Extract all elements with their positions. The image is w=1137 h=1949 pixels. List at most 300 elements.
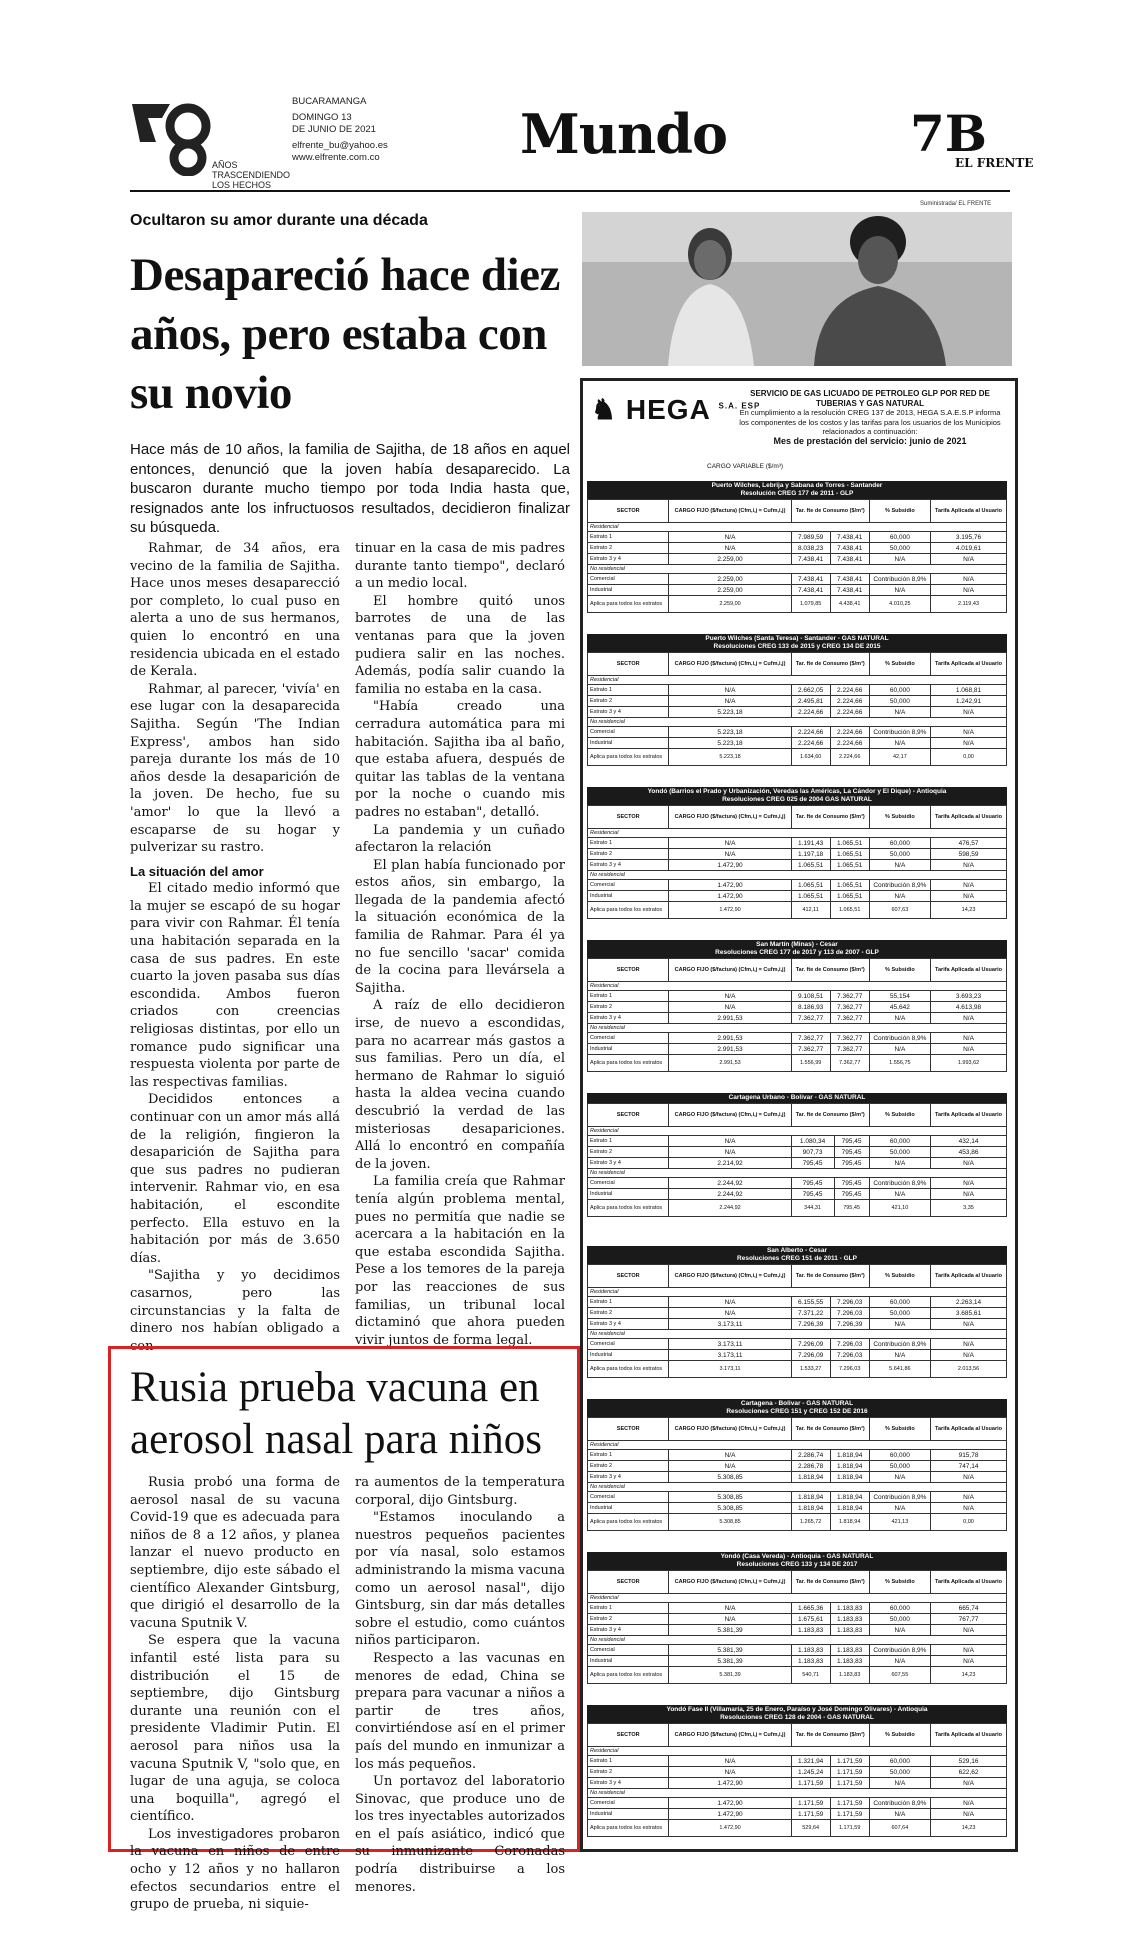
col-consumo: Tar. fte de Consumo ($/m³) xyxy=(791,1265,869,1288)
col-consumo: Tar. fte de Consumo ($/m³) xyxy=(791,653,869,676)
row-label: Aplica para todos los estratos xyxy=(588,749,669,766)
tariff-cell: N/A xyxy=(931,738,1007,749)
tariff-cell: 1.079,85 xyxy=(791,596,830,613)
tariff-cell: 1.080,34 xyxy=(791,1136,834,1147)
tariff-cell: 3.195,76 xyxy=(931,532,1007,543)
row-group-label: No residencial xyxy=(588,565,1007,574)
tariff-cell: 421,10 xyxy=(869,1200,930,1217)
row-group-label: No residencial xyxy=(588,1789,1007,1798)
tariff-cell: 540,71 xyxy=(791,1667,830,1684)
tariff-cell: 0,00 xyxy=(931,1514,1007,1531)
tariff-cell: N/A xyxy=(669,838,791,849)
tariff-cell: N/A xyxy=(669,991,791,1002)
table-row xyxy=(588,707,1007,718)
tariff-cell: N/A xyxy=(931,1033,1007,1044)
table-row xyxy=(588,1809,1007,1820)
header-email[interactable]: elfrente_bu@yahoo.es xyxy=(292,140,388,151)
table-row xyxy=(588,1136,1007,1147)
tariff-table xyxy=(587,1103,1007,1217)
tariff-cell: 7.362,77 xyxy=(830,1033,869,1044)
header-web[interactable]: www.elfrente.com.co xyxy=(292,152,380,163)
tariff-cell: 60,000 xyxy=(869,1297,930,1308)
tariff-cell: 3.173,11 xyxy=(669,1361,791,1378)
col-subsidio: % Subsidio xyxy=(869,500,930,523)
col-tarifa: Tarifa Aplicada al Usuario xyxy=(931,1724,1007,1747)
table-row xyxy=(588,696,1007,707)
col-tarifa: Tarifa Aplicada al Usuario xyxy=(931,1104,1007,1127)
header-info xyxy=(292,96,388,164)
story1-photo[interactable] xyxy=(582,212,1012,366)
row-label: Estrato 3 y 4 xyxy=(588,1625,669,1636)
tariff-cell: Contribución 8,9% xyxy=(869,880,930,891)
paragraph: "Estamos inoculando a nuestros pequeños pacientes por vía nasal, solo estamos administrando la misma vacuna como un aerosol nasal", dijo Gintsburg, sin dar más detalles sobre el estudio, como cuántos niños participaron. xyxy=(355,1510,565,1649)
tariff-cell: 42,17 xyxy=(869,749,930,766)
tariff-cell: N/A xyxy=(869,891,930,902)
tariff-cell: 1.472,90 xyxy=(669,902,791,919)
row-label: Estrato 3 y 4 xyxy=(588,860,669,871)
tariff-cell: 421,13 xyxy=(869,1514,930,1531)
paragraph: El citado medio informó que la mujer se escapó de su hogar para vivir con Rahmar. Él tenía una habitación separada en la casa de sus padres. En este cuarto la joven pasaba sus días escondida. Ambos fueron criados con creencias religiosas distintas, por ello un romance pudo significar una respuesta violenta por parte de las respectivas familias. xyxy=(130,881,340,1090)
col-cargo: CARGO FIJO ($/factura) (Cfm,i,j = Cufm,i,j) xyxy=(669,500,791,523)
tariff-cell: 1.065,51 xyxy=(830,838,869,849)
tariff-cell: N/A xyxy=(869,1350,930,1361)
tariff-cell: 7.371,22 xyxy=(791,1308,830,1319)
tariff-cell: 5.381,39 xyxy=(669,1625,791,1636)
tariff-cell: 1.183,83 xyxy=(830,1614,869,1625)
tariff-cell: 1.197,18 xyxy=(791,849,830,860)
paper-name: EL FRENTE xyxy=(955,156,1034,170)
ad-body: En cumplimiento a la resolución CREG 137 de 2013, HEGA S.A.E.S.P informa los componentes de los costos y las tarifas para los usuarios de los Municipios relacionados a continuación: xyxy=(739,408,1001,436)
block-resolution: Resoluciones CREG 025 de 2004 GAS NATURAL xyxy=(722,796,872,803)
tariff-cell: 14,23 xyxy=(931,1667,1007,1684)
tariff-cell: N/A xyxy=(869,1319,930,1330)
table-row xyxy=(588,585,1007,596)
paragraph: Respecto a las vacunas en menores de edad, China se prepara para vacunar a niños a partir de tres años, convirtiéndose así en el primer país del mundo en inmunizar a los más pequeños. xyxy=(355,1650,565,1772)
row-label: Aplica para todos los estratos xyxy=(588,596,669,613)
row-label: Estrato 2 xyxy=(588,543,669,554)
tariff-cell: 1.472,90 xyxy=(669,1820,791,1837)
tariff-cell: 1.183,83 xyxy=(830,1625,869,1636)
table-row xyxy=(588,685,1007,696)
col-sector: SECTOR xyxy=(588,653,669,676)
tariff-cell: 50,000 xyxy=(869,1614,930,1625)
tariff-cell: 1.818,94 xyxy=(791,1492,830,1503)
col-cargo: CARGO FIJO ($/factura) (Cfm,i,j = Cufm,i,j) xyxy=(669,1724,791,1747)
ad-title-block xyxy=(735,389,1005,446)
row-group-label: No residencial xyxy=(588,1169,1007,1178)
table-row xyxy=(588,860,1007,871)
tariff-cell: 7.438,41 xyxy=(791,585,830,596)
table-row xyxy=(588,1013,1007,1024)
tariff-cell: 607,55 xyxy=(869,1667,930,1684)
tariff-cell: 60,000 xyxy=(869,685,930,696)
table-row xyxy=(588,1002,1007,1013)
table-row xyxy=(588,1667,1007,1684)
row-label: Estrato 2 xyxy=(588,1461,669,1472)
tariff-cell: N/A xyxy=(869,1013,930,1024)
tariff-cell: 2.224,66 xyxy=(791,727,830,738)
tariff-block xyxy=(587,1705,1007,1837)
tariff-cell: 5.308,85 xyxy=(669,1492,791,1503)
tariff-cell: N/A xyxy=(669,1461,791,1472)
table-row xyxy=(588,1645,1007,1656)
story1-column-2 xyxy=(355,540,565,1349)
tariff-cell: 1.171,59 xyxy=(830,1756,869,1767)
block-title xyxy=(587,1399,1007,1417)
logo-18-icon xyxy=(130,98,218,176)
block-title xyxy=(587,1246,1007,1264)
tariff-cell: Contribución 8,9% xyxy=(869,1645,930,1656)
tariff-cell: N/A xyxy=(869,1044,930,1055)
tariff-cell: 7.296,39 xyxy=(830,1319,869,1330)
row-group-label: Residencial xyxy=(588,829,1007,838)
hega-tariff-ad xyxy=(580,378,1018,1852)
horse-icon: ♞ xyxy=(591,394,618,425)
block-title xyxy=(587,1705,1007,1723)
tariff-cell: 1.065,51 xyxy=(830,860,869,871)
tariff-cell: 2.259,00 xyxy=(669,574,791,585)
header-date-2: DE JUNIO DE 2021 xyxy=(292,124,376,135)
tariff-cell: 1.634,60 xyxy=(791,749,830,766)
tariff-cell: N/A xyxy=(669,696,791,707)
row-label: Estrato 1 xyxy=(588,1297,669,1308)
col-tarifa: Tarifa Aplicada al Usuario xyxy=(931,1265,1007,1288)
tariff-cell: 50,000 xyxy=(869,1147,930,1158)
col-sector: SECTOR xyxy=(588,1265,669,1288)
tariff-cell: 1.472,90 xyxy=(669,891,791,902)
ad-formula-label: CARGO VARIABLE ($/m³) xyxy=(707,463,784,470)
table-row xyxy=(588,1767,1007,1778)
paragraph: Rahmar, al parecer, 'vivía' en ese lugar con la desaparecida Sajitha. Según 'The Indian Express', ambos han sido pareja durante los más de 10 años desde la desaparición de la joven. De hecho, fue su 'amor' lo que la llevó a escaparse de su hogar y pulverizar su rastro. xyxy=(130,681,340,856)
tariff-cell: 2.224,66 xyxy=(830,707,869,718)
table-row xyxy=(588,596,1007,613)
block-title xyxy=(587,787,1007,805)
tariff-cell: 412,11 xyxy=(791,902,830,919)
tariff-cell: 7.438,41 xyxy=(830,554,869,565)
tariff-cell: 1.183,83 xyxy=(791,1625,830,1636)
tariff-cell: 5.381,39 xyxy=(669,1645,791,1656)
tariff-cell: 2.119,43 xyxy=(931,596,1007,613)
row-label: Industrial xyxy=(588,1656,669,1667)
tariff-cell: N/A xyxy=(869,1472,930,1483)
tariff-cell: 7.362,77 xyxy=(791,1033,830,1044)
tariff-cell: 2.263,14 xyxy=(931,1297,1007,1308)
section-title: Mundo xyxy=(520,102,728,166)
ad-month: Mes de prestación del servicio: junio de 2021 xyxy=(773,435,967,446)
tariff-block xyxy=(587,634,1007,766)
row-label: Estrato 3 y 4 xyxy=(588,707,669,718)
tariff-cell: 1.065,51 xyxy=(791,891,830,902)
paragraph: Rahmar, de 34 años, era vecino de la familia de Sajitha. Hace unos meses desaparecció por completo, lo cual puso en alerta a uno de sus hermanos, quien lo encontró en una residencia ubicada en el estado de Kerala. xyxy=(130,541,340,680)
table-row xyxy=(588,1656,1007,1667)
block-title-text: Yondó (Casa Vereda) - Antioquia - GAS NATURAL xyxy=(720,1553,874,1560)
tariff-cell: 7.296,03 xyxy=(830,1308,869,1319)
tariff-cell: 1.183,83 xyxy=(791,1656,830,1667)
col-consumo: Tar. fte de Consumo ($/m³) xyxy=(791,1104,869,1127)
tariff-cell: N/A xyxy=(931,1319,1007,1330)
tariff-cell: N/A xyxy=(931,1778,1007,1789)
block-title-text: Cartagena Urbano - Bolivar - GAS NATURAL xyxy=(728,1094,866,1101)
tariff-cell: 3.173,11 xyxy=(669,1339,791,1350)
tariff-block xyxy=(587,787,1007,919)
col-cargo: CARGO FIJO ($/factura) (Cfm,i,j = Cufm,i,j) xyxy=(669,1104,791,1127)
tariff-cell: 55,154 xyxy=(869,991,930,1002)
tariff-cell: 607,64 xyxy=(869,1820,930,1837)
tariff-cell: 5.223,18 xyxy=(669,738,791,749)
tariff-cell: 4.010,25 xyxy=(869,596,930,613)
row-label: Comercial xyxy=(588,1645,669,1656)
tariff-cell: 2.224,66 xyxy=(791,707,830,718)
logo-slogan-2: LOS HECHOS xyxy=(212,180,272,190)
tariff-table xyxy=(587,652,1007,766)
tariff-cell: N/A xyxy=(931,574,1007,585)
tariff-cell: 795,45 xyxy=(834,1147,869,1158)
col-consumo: Tar. fte de Consumo ($/m³) xyxy=(791,1724,869,1747)
tariff-cell: 1.556,75 xyxy=(869,1055,930,1072)
block-title xyxy=(587,940,1007,958)
tariff-cell: 60,000 xyxy=(869,1136,930,1147)
tariff-cell: 795,45 xyxy=(791,1178,834,1189)
tariff-cell: N/A xyxy=(931,1350,1007,1361)
tariff-cell: N/A xyxy=(869,585,930,596)
table-row xyxy=(588,1055,1007,1072)
row-group-label: Residencial xyxy=(588,523,1007,532)
tariff-cell: N/A xyxy=(869,1189,930,1200)
tariff-cell: N/A xyxy=(931,1503,1007,1514)
tariff-cell: N/A xyxy=(669,1136,791,1147)
tariff-cell: 2.224,66 xyxy=(830,727,869,738)
table-row xyxy=(588,554,1007,565)
block-resolution: Resoluciones CREG 133 y 134 DE 2017 xyxy=(736,1561,858,1568)
tariff-cell: N/A xyxy=(669,1767,791,1778)
tariff-cell: N/A xyxy=(931,1044,1007,1055)
tariff-cell: 60,000 xyxy=(869,838,930,849)
row-group-label: No residencial xyxy=(588,1483,1007,1492)
row-group-label: No residencial xyxy=(588,1330,1007,1339)
paragraph: Rusia probó una forma de aerosol nasal de su vacuna Covid-19 que es adecuada para niños de 8 a 12 años, y planea lanzar el nuevo producto en septiembre, dijo este sábado el científico Alexander Gintsburg, que dirigió el desarrollo de la vacuna Sputnik V. xyxy=(130,1475,340,1631)
tariff-cell: 1.818,94 xyxy=(830,1472,869,1483)
paragraph: El plan había funcionado por estos años, sin embargo, la llegada de la pandemia afectó la situación económica de la familia de Rahmar. Para él ya no fue sencillo 'sacar' comida de la cocina para llevársela a Sajitha. xyxy=(355,857,565,996)
row-group-label: Residencial xyxy=(588,982,1007,991)
table-row xyxy=(588,1603,1007,1614)
col-subsidio: % Subsidio xyxy=(869,1104,930,1127)
row-label: Comercial xyxy=(588,727,669,738)
row-label: Comercial xyxy=(588,1492,669,1503)
row-label: Industrial xyxy=(588,585,669,596)
table-row xyxy=(588,1361,1007,1378)
tariff-cell: 14,23 xyxy=(931,1820,1007,1837)
table-row xyxy=(588,727,1007,738)
tariff-table xyxy=(587,1417,1007,1531)
tariff-cell: 1.171,59 xyxy=(830,1767,869,1778)
tariff-cell: 529,64 xyxy=(791,1820,830,1837)
row-label: Aplica para todos los estratos xyxy=(588,1361,669,1378)
table-row xyxy=(588,849,1007,860)
tariff-cell: 7.362,77 xyxy=(830,1013,869,1024)
col-subsidio: % Subsidio xyxy=(869,1418,930,1441)
block-title xyxy=(587,481,1007,499)
tariff-cell: 1.818,94 xyxy=(791,1472,830,1483)
tariff-cell: 1.675,61 xyxy=(791,1614,830,1625)
tariff-cell: Contribución 8,9% xyxy=(869,727,930,738)
block-resolution: Resoluciones CREG 133 de 2015 y CREG 134 DE 2015 xyxy=(713,643,881,650)
tariff-cell: N/A xyxy=(931,1339,1007,1350)
col-sector: SECTOR xyxy=(588,1724,669,1747)
logo-caption xyxy=(212,160,290,190)
tariff-block xyxy=(587,1093,1007,1217)
tariff-block xyxy=(587,481,1007,613)
tariff-cell: 1.065,51 xyxy=(830,849,869,860)
tariff-cell: N/A xyxy=(931,1645,1007,1656)
row-label: Comercial xyxy=(588,1178,669,1189)
tariff-cell: 2.259,00 xyxy=(669,585,791,596)
tariff-cell: N/A xyxy=(869,707,930,718)
tariff-cell: 1.472,90 xyxy=(669,1778,791,1789)
tariff-cell: 2.259,00 xyxy=(669,554,791,565)
tariff-cell: 2.013,56 xyxy=(931,1361,1007,1378)
tariff-cell: 432,14 xyxy=(931,1136,1007,1147)
tariff-block xyxy=(587,940,1007,1072)
tariff-cell: 2.286,74 xyxy=(791,1450,830,1461)
row-label: Comercial xyxy=(588,574,669,585)
tariff-cell: 1.993,62 xyxy=(931,1055,1007,1072)
col-subsidio: % Subsidio xyxy=(869,1724,930,1747)
header-date-1: DOMINGO 13 xyxy=(292,112,352,123)
tariff-table xyxy=(587,1570,1007,1684)
tariff-cell: 915,78 xyxy=(931,1450,1007,1461)
block-title-text: San Alberto - Cesar xyxy=(766,1247,828,1254)
tariff-block xyxy=(587,1246,1007,1378)
newspaper-logo[interactable] xyxy=(130,98,218,176)
col-cargo: CARGO FIJO ($/factura) (Cfm,i,j = Cufm,i,j) xyxy=(669,959,791,982)
tariff-cell: N/A xyxy=(669,1147,791,1158)
row-label: Estrato 3 y 4 xyxy=(588,1472,669,1483)
tariff-cell: N/A xyxy=(669,1297,791,1308)
tariff-cell: 14,23 xyxy=(931,902,1007,919)
paragraph: Se espera que la vacuna infantil esté lista para su distribución el 15 de septiembre, dijo Gintsburg durante una reunión con el presidente Vladimir Putin. El aerosol para niños usa la vacuna Sputnik V, "solo que, en lugar de una aguja, se coloca una boquilla", agregó el científico. xyxy=(130,1633,340,1825)
col-tarifa: Tarifa Aplicada al Usuario xyxy=(931,653,1007,676)
table-row xyxy=(588,1350,1007,1361)
tariff-cell: 2.244,92 xyxy=(669,1178,791,1189)
block-resolution: Resolución CREG 177 de 2011 - GLP xyxy=(740,490,854,497)
tariff-cell: 529,16 xyxy=(931,1756,1007,1767)
story2-headline[interactable]: Rusia prueba vacuna en aerosol nasal para niños xyxy=(130,1364,542,1463)
row-label: Estrato 3 y 4 xyxy=(588,1158,669,1169)
tariff-cell: N/A xyxy=(669,1756,791,1767)
logo-slogan-1: TRASCENDIENDO xyxy=(212,170,291,180)
tariff-cell: 3.693,23 xyxy=(931,991,1007,1002)
tariff-cell: N/A xyxy=(869,860,930,871)
tariff-cell: 2.224,66 xyxy=(830,696,869,707)
tariff-cell: N/A xyxy=(669,543,791,554)
row-label: Comercial xyxy=(588,1033,669,1044)
tariff-cell: N/A xyxy=(931,891,1007,902)
tariff-cell: 60,000 xyxy=(869,1450,930,1461)
tariff-cell: 795,45 xyxy=(834,1136,869,1147)
table-row xyxy=(588,1033,1007,1044)
table-row xyxy=(588,1200,1007,1217)
row-label: Aplica para todos los estratos xyxy=(588,1667,669,1684)
logo-sub: AÑOS xyxy=(212,160,238,170)
tariff-cell: Contribución 8,9% xyxy=(869,1339,930,1350)
tariff-cell: 7.296,09 xyxy=(791,1350,830,1361)
row-label: Estrato 1 xyxy=(588,1603,669,1614)
tariff-cell: 1.171,59 xyxy=(791,1798,830,1809)
page-number: 7B xyxy=(910,104,988,163)
tariff-cell: 1.818,94 xyxy=(830,1450,869,1461)
col-sector: SECTOR xyxy=(588,1104,669,1127)
tariff-cell: 1.472,90 xyxy=(669,1809,791,1820)
tariff-cell: 1.171,59 xyxy=(830,1809,869,1820)
tariff-cell: 1.665,36 xyxy=(791,1603,830,1614)
tariff-cell: 1.171,59 xyxy=(830,1778,869,1789)
table-row xyxy=(588,1178,1007,1189)
row-label: Aplica para todos los estratos xyxy=(588,1200,669,1217)
row-group-label: No residencial xyxy=(588,1024,1007,1033)
table-row xyxy=(588,1514,1007,1531)
tariff-cell: 1.065,51 xyxy=(830,891,869,902)
tariff-cell: 7.438,41 xyxy=(830,574,869,585)
table-row xyxy=(588,1820,1007,1837)
table-row xyxy=(588,902,1007,919)
table-row xyxy=(588,1778,1007,1789)
table-row xyxy=(588,891,1007,902)
tariff-cell: 1.242,91 xyxy=(931,696,1007,707)
tariff-cell: N/A xyxy=(931,880,1007,891)
row-label: Industrial xyxy=(588,738,669,749)
tariff-cell: 7.296,03 xyxy=(830,1339,869,1350)
tariff-cell: 7.362,77 xyxy=(791,1013,830,1024)
tariff-cell: N/A xyxy=(931,1158,1007,1169)
block-resolution: Resoluciones CREG 151 de 2011 - GLP xyxy=(737,1255,857,1262)
table-row xyxy=(588,1308,1007,1319)
tariff-cell: 1.171,59 xyxy=(791,1778,830,1789)
tariff-cell: 5.381,39 xyxy=(669,1656,791,1667)
tariff-cell: 7.296,03 xyxy=(830,1350,869,1361)
row-label: Comercial xyxy=(588,1798,669,1809)
tariff-cell: 8.186,93 xyxy=(791,1002,830,1013)
table-row xyxy=(588,1461,1007,1472)
table-row xyxy=(588,1798,1007,1809)
row-label: Estrato 2 xyxy=(588,696,669,707)
tariff-cell: 1.818,94 xyxy=(830,1492,869,1503)
table-row xyxy=(588,1614,1007,1625)
col-consumo: Tar. fte de Consumo ($/m³) xyxy=(791,806,869,829)
tariff-cell: 2.286,78 xyxy=(791,1461,830,1472)
tariff-cell: 1.065,51 xyxy=(830,880,869,891)
table-row xyxy=(588,1319,1007,1330)
row-label: Industrial xyxy=(588,891,669,902)
table-row xyxy=(588,1503,1007,1514)
tariff-cell: 1.065,51 xyxy=(791,860,830,871)
tariff-cell: N/A xyxy=(931,1013,1007,1024)
tariff-cell: 907,73 xyxy=(791,1147,834,1158)
tariff-cell: 607,63 xyxy=(869,902,930,919)
table-row xyxy=(588,1450,1007,1461)
tariff-cell: 50,000 xyxy=(869,1308,930,1319)
tariff-cell: 5.223,18 xyxy=(669,707,791,718)
col-sector: SECTOR xyxy=(588,1571,669,1594)
tariff-cell: 1.533,27 xyxy=(791,1361,830,1378)
tariff-cell: 5.308,85 xyxy=(669,1472,791,1483)
tariff-table xyxy=(587,958,1007,1072)
table-row xyxy=(588,749,1007,766)
col-sector: SECTOR xyxy=(588,1418,669,1441)
tariff-block xyxy=(587,1552,1007,1684)
col-subsidio: % Subsidio xyxy=(869,806,930,829)
tariff-cell: Contribución 8,9% xyxy=(869,1492,930,1503)
story1-headline[interactable]: Desapareció hace diez años, pero estaba con su novio xyxy=(130,249,560,419)
